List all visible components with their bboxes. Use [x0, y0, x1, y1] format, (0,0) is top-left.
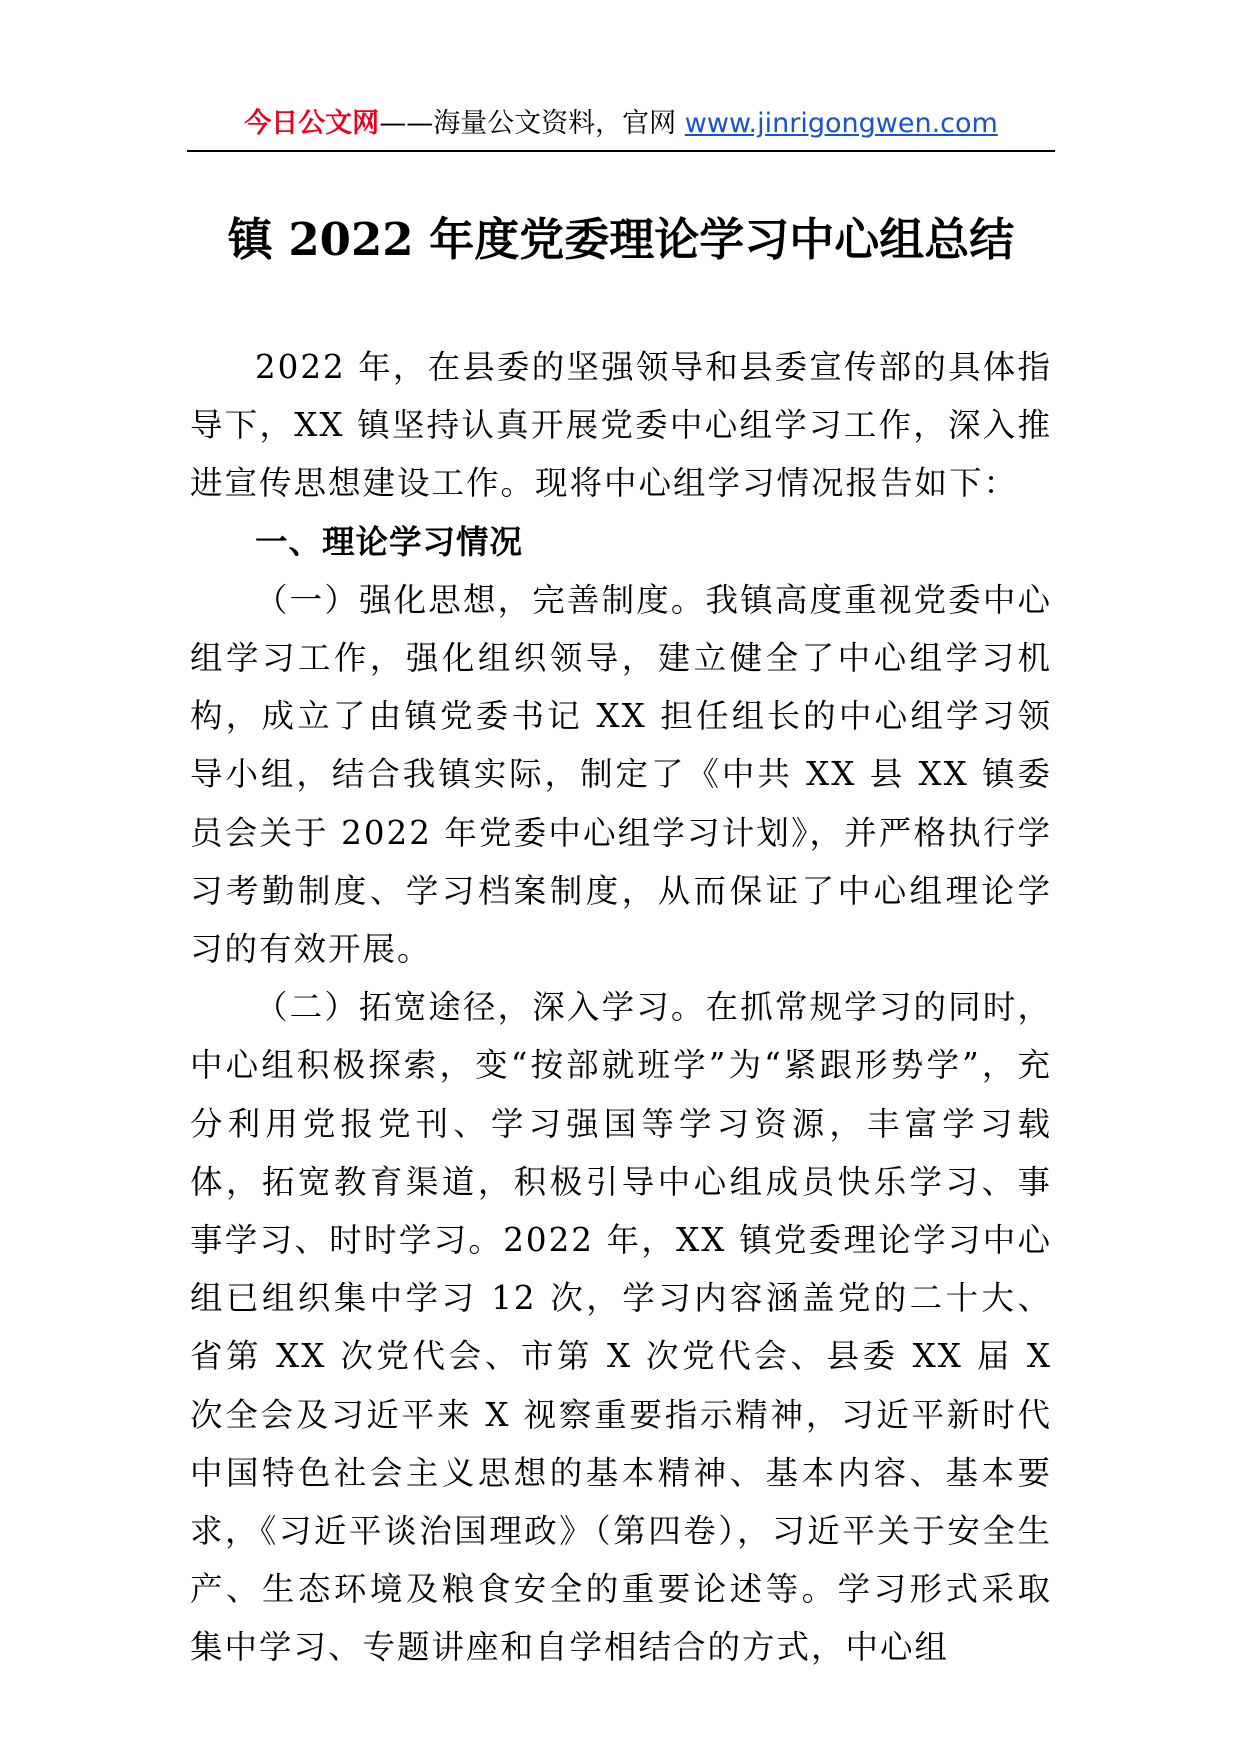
site-description: ——海量公文资料，官网 — [379, 108, 685, 139]
intro-paragraph: 2022 年，在县委的坚强领导和县委宣传部的具体指导下，XX 镇坚持认真开展党委中心组学习工作，深入推进宣传思想建设工作。现将中心组学习情况报告如下： — [190, 348, 1052, 503]
document-title: 镇 2022 年度党委理论学习中心组总结 — [227, 213, 1015, 266]
body-paragraph: （一）强化思想，完善制度。我镇高度重视党委中心组学习工作，强化组织领导，建立健全了中心组学习机构，成立了由镇党委书记 XX 担任组长的中心组学习领导小组，结合我镇实际，制定了《中共 XX 县 XX 镇委员会关于 2022 年党委中心组学习计划》，并严格执行学习考勤制度、学习档案制度，从而保证了中心组理论学习的有效开展。 — [190, 580, 1052, 969]
body-paragraph: （二）拓宽途径，深入学习。在抓常规学习的同时，中心组积极探索，变“按部就班学”为“紧跟形势学”，充分利用党报党刊、学习强国等学习资源，丰富学习载体，拓宽教育渠道，积极引导中心组成员快乐学习、事事学习、时时学习。2022 年，XX 镇党委理论学习中心组已组织集中学习 12 次，学习内容涵盖党的二十大、省第 XX 次党代会、市第 X 次党代会、县委 XX 届 X 次全会及习近平来 X 视察重要指示精神，习近平新时代中国特色社会主义思想的基本精神、基本内容、基本要求，《习近平谈治国理政》（第四卷），习近平关于安全生产、生态环境及粮食安全的重要论述等。学习形式采取集中学习、专题讲座和自学相结合的方式，中心组 — [190, 988, 1052, 1667]
header-line — [244, 106, 998, 142]
section-heading: 一、理论学习情况 — [255, 522, 524, 561]
document-body — [190, 338, 1052, 1677]
site-url-link[interactable]: www.jinrigongwen.com — [684, 108, 998, 139]
site-name: 今日公文网 — [244, 108, 380, 139]
page-header — [187, 100, 1055, 152]
